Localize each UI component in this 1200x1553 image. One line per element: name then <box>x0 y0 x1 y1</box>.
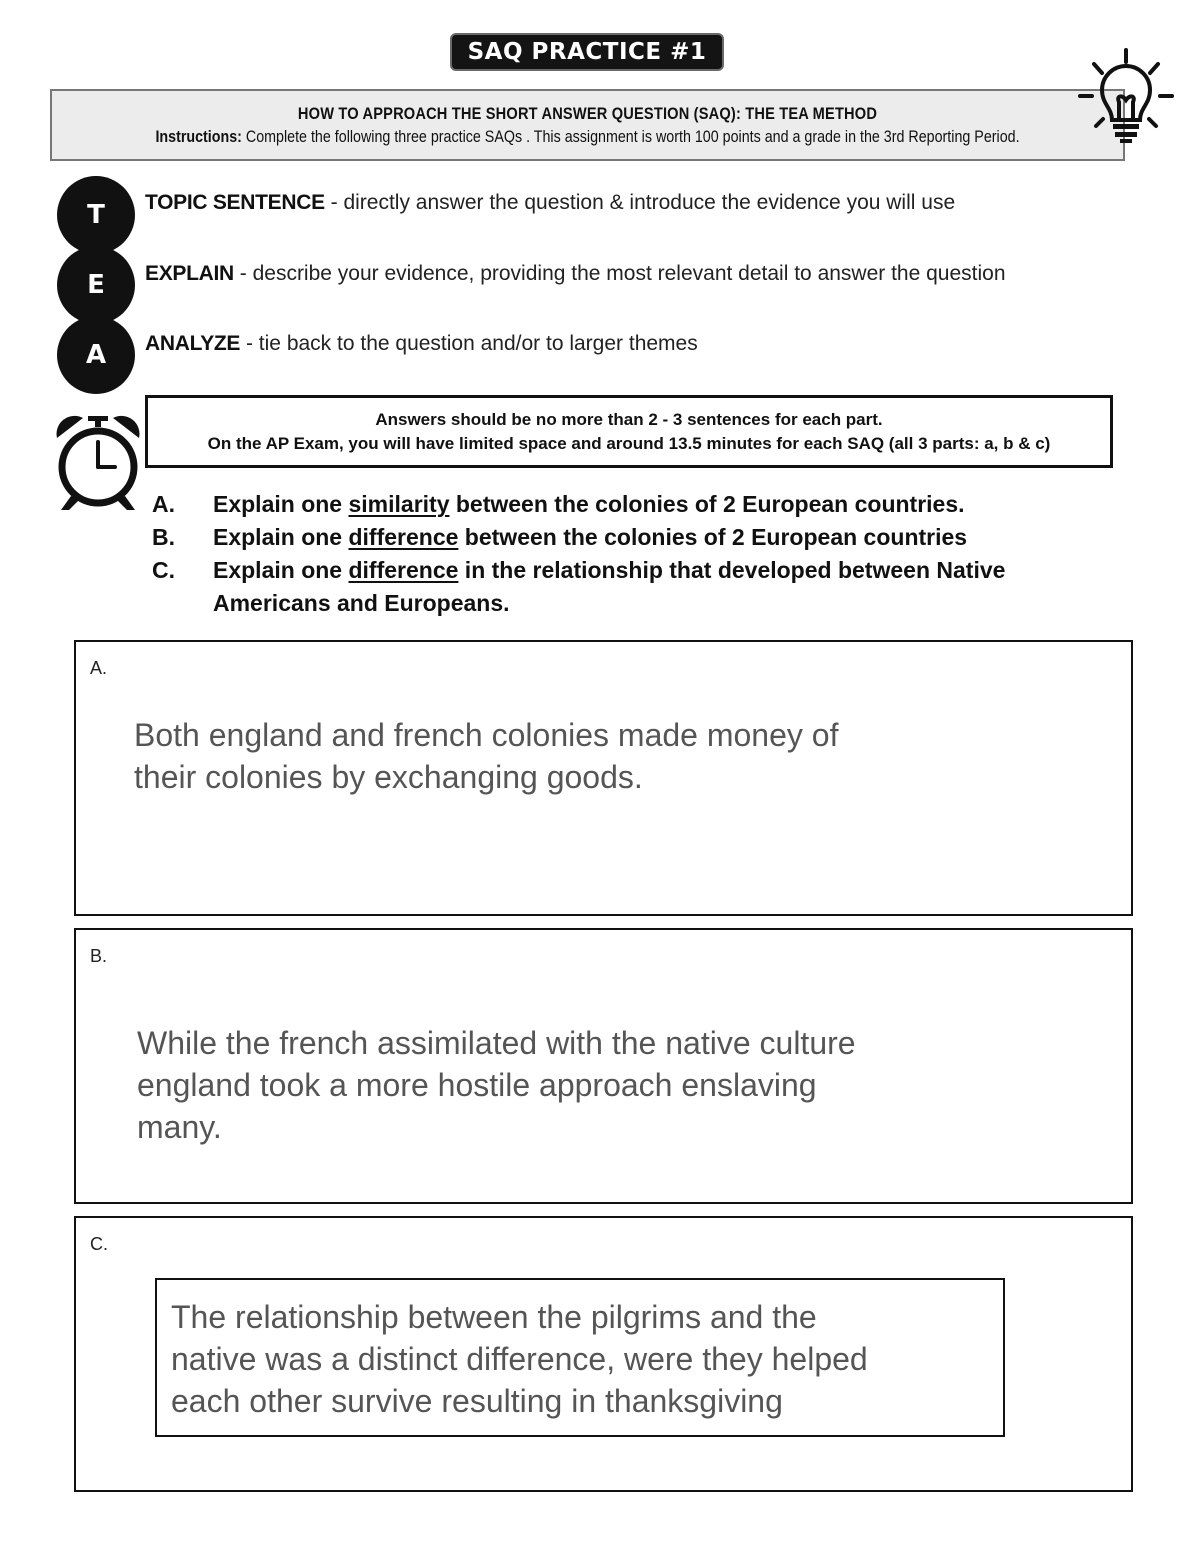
answer-box-b[interactable] <box>74 928 1133 1204</box>
tea-explain: EXPLAIN - describe your evidence, providing the most relevant detail to answer the question <box>145 262 1006 285</box>
answer-text-c: The relationship between the pilgrims and the native was a distinct difference, were they helped each other survive resulting in thanksgiving <box>171 1299 868 1419</box>
instruction-banner <box>50 89 1125 161</box>
tea-letter-t: T <box>57 176 135 254</box>
answer-text-a: Both england and french colonies made money of their colonies by exchanging goods. <box>134 717 839 795</box>
note-line-1: Answers should be no more than 2 - 3 sentences for each part. <box>375 410 883 429</box>
length-note-box <box>145 395 1113 468</box>
banner-instructions <box>104 127 1071 147</box>
tea-analyze: ANALYZE - tie back to the question and/or to larger themes <box>145 332 698 355</box>
instructions-text: Complete the following three practice SAQs . This assignment is worth 100 points and a grade in the 3rd Reporting Period. <box>241 127 1020 146</box>
question-c-letter: C. <box>152 557 175 583</box>
answer-text-box-c[interactable] <box>155 1278 1005 1437</box>
banner-heading: HOW TO APPROACH THE SHORT ANSWER QUESTION (SAQ): THE TEA METHOD <box>297 104 878 123</box>
tea-letter-e: E <box>57 246 135 324</box>
question-c: Explain one difference in the relationship that developed between Native <box>213 557 1006 583</box>
instructions-label: Instructions: <box>155 127 242 146</box>
question-a-letter: A. <box>152 491 175 517</box>
page-title: SAQ PRACTICE #1 <box>450 33 724 71</box>
note-line-2: On the AP Exam, you will have limited space and around 13.5 minutes for each SAQ (all 3 parts: a, b & c) <box>207 434 1051 453</box>
lightbulb-icon <box>1076 46 1176 146</box>
answer-label-a: A. <box>90 658 108 678</box>
tea-letter-a: A <box>57 316 135 394</box>
question-c-continuation: Americans and Europeans. <box>213 590 510 616</box>
answer-label-c: C. <box>90 1234 108 1254</box>
answer-label-b: B. <box>90 946 108 966</box>
answer-text-b: While the french assimilated with the native culture england took a more hostile approach enslaving many. <box>137 1025 856 1145</box>
question-b: Explain one difference between the colonies of 2 European countries <box>213 524 968 550</box>
question-a: Explain one similarity between the colonies of 2 European countries. <box>213 491 965 517</box>
question-b-letter: B. <box>152 524 175 550</box>
tea-topic-sentence: TOPIC SENTENCE - directly answer the question & introduce the evidence you will use <box>145 191 956 214</box>
answer-box-a[interactable] <box>74 640 1133 916</box>
alarm-clock-icon <box>53 412 143 512</box>
